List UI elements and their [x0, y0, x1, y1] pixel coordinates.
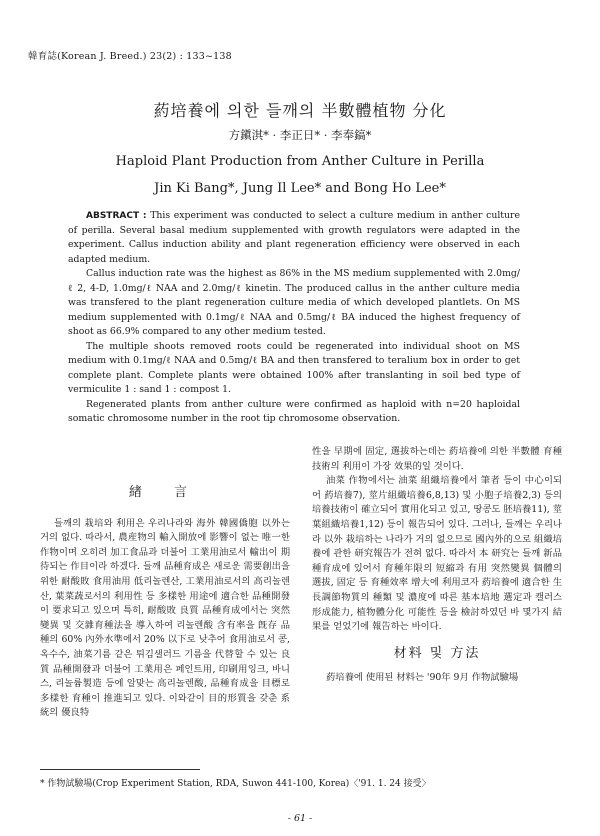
page-number: - 61 - — [287, 813, 313, 824]
authors-english: Jin Ki Bang*, Jung Il Lee* and Bong Ho Lee* — [154, 181, 446, 196]
journal-citation: 韓育誌(Korean J. Breed.) 23(2) : 133~138 — [28, 51, 232, 62]
methods-paragraph: 葯培養에 使用된 材料는 '90年 9月 作物試驗場 — [326, 672, 519, 684]
abstract — [68, 209, 520, 427]
introduction-paragraph: 들깨의 栽培와 利用은 우리나라와 海外 韓國僑胞 以外는 거의 없다. 따라서, 農産物의 輸入開放에 影響이 없는 唯一한 作物이며 오히려 加工食品과 더불어 工業用油로서 輸出이 期待되는 作目이라 하겠다. 들깨 品種育成은 새로운 需要創出을 위한 耐酸敗 食用油用 低리놀렌산, 工業用油로서의 高리놀렌산, 葉菜蔬로서의 利用性 등 多樣한 用途에 適合한 品種開發이 要求되고 있으며 특히, 耐酸敗 良質 品種育成에서는 突然變異 및 交雜育種法을 導入하여 리놀렌酸 含有率을 旣存 品種의 60% 內外水準에서 20% 以下로 낮추어 食用油로서 콩, 옥수수, 油菜기름 같은 튀김샐러드 기름을 代替할 수 있는 良質 品種開發과 더불어 工業用은 페인트用, 印刷用잉크, 바니스, 리놀륨製造 등에 알맞는 高리놀렌酸, 品種育成을 目標로 多樣한 育種이 推進되고 있다. 이와같이 目的形質을 갖춘 系統의 優良特 — [40, 517, 290, 719]
abstract-paragraph-2: Callus induction rate was the highest as 86% in the MS medium supplemented with 2.0mg/ℓ 2, 4-D, 1.0mg/ℓ NAA and 2.0mg/ℓ kinetin. The produced callus in the anther culture media was transfered to the plant regeneration culture media of which developed plantlets. On MS medium supplemented with 0.1mg/ℓ NAA and 0.5mg/ℓ BA induced the highest frequency of shoot as 66.9% compared to any other medium tested. — [68, 268, 520, 337]
authors-korean: 方鎭淇* · 李正日* · 李奉鎬* — [228, 128, 372, 142]
abstract-paragraph-1 — [68, 209, 520, 267]
title-english: Haploid Plant Production from Anther Culture in Perilla — [115, 154, 485, 169]
abstract-text-1: This experiment was conducted to select a culture medium in anther culture of perilla. Several basal medium supplemented with growth regulators were adapted in the experiment. Callus induction ability and plant regeneration efficiency were observed in each adapted medium. — [68, 210, 520, 265]
abstract-label: ABSTRACT : — [86, 211, 147, 221]
footnote-divider — [40, 769, 200, 770]
left-column — [40, 478, 290, 721]
right-column — [312, 445, 562, 686]
footnote: * 作物試驗場(Crop Experiment Station, RDA, Suwon 441-100, Korea)〈'91. 1. 24 接受〉 — [40, 779, 431, 789]
title-korean: 葯培養에 의한 들깨의 半數體植物 分化 — [153, 101, 447, 120]
section-heading-introduction: 緖 言 — [128, 485, 202, 500]
introduction-continued: 性을 早期에 固定, 選拔하는데는 葯培養에 의한 半數體 育種技術의 利用이 가장 效果的일 것이다. — [312, 446, 562, 472]
abstract-paragraph-3: The multiple shoots removed roots could be regenerated into individual shoot on MS medium with 0.1mg/ℓ NAA and 0.5mg/ℓ BA and then transfered to teralium box in order to get complete plant. Complete plants were obtained 100% after translanting in soil bed type of vermiculite 1 : sand 1 : compost 1. — [68, 340, 520, 395]
abstract-paragraph-4: Regenerated plants from anther culture were confirmed as haploid with n=20 haploidal somatic chromosome number in the root tip chromosome observation. — [68, 398, 520, 424]
introduction-paragraph-2: 油菜 作物에서는 油菜 組織培養에서 筆者 등이 中心이되어 葯培養7), 莖片組織培養6,8,13) 및 小胞子培養2,3) 등의 培養技術이 確立되어 實用化되고 있고, 땅콩도 胚培養11), 莖葉組織培養1,12) 등이 報告되어 있다. 그러나, 들깨는 우리나라 以外 栽培하는 나라가 거의 없으므로 國內外的으로 組織培養에 관한 研究報告가 전혀 없다. 따라서 本 研究는 들깨 新品種育成에 있어서 育種年限의 短縮과 有用 突然變異 個體의 選拔, 固定 등 育種效率 增大에 利用코자 葯培養에 適合한 生長調節物質의 種類 및 濃度에 따른 基本培地 選定과 캘러스形成能力, 植物體分化 可能性 등을 檢討하였던 바 몇가지 結果를 얻었기에 報告하는 바이다. — [312, 475, 562, 633]
section-heading-methods: 材料 및 方法 — [393, 645, 481, 661]
